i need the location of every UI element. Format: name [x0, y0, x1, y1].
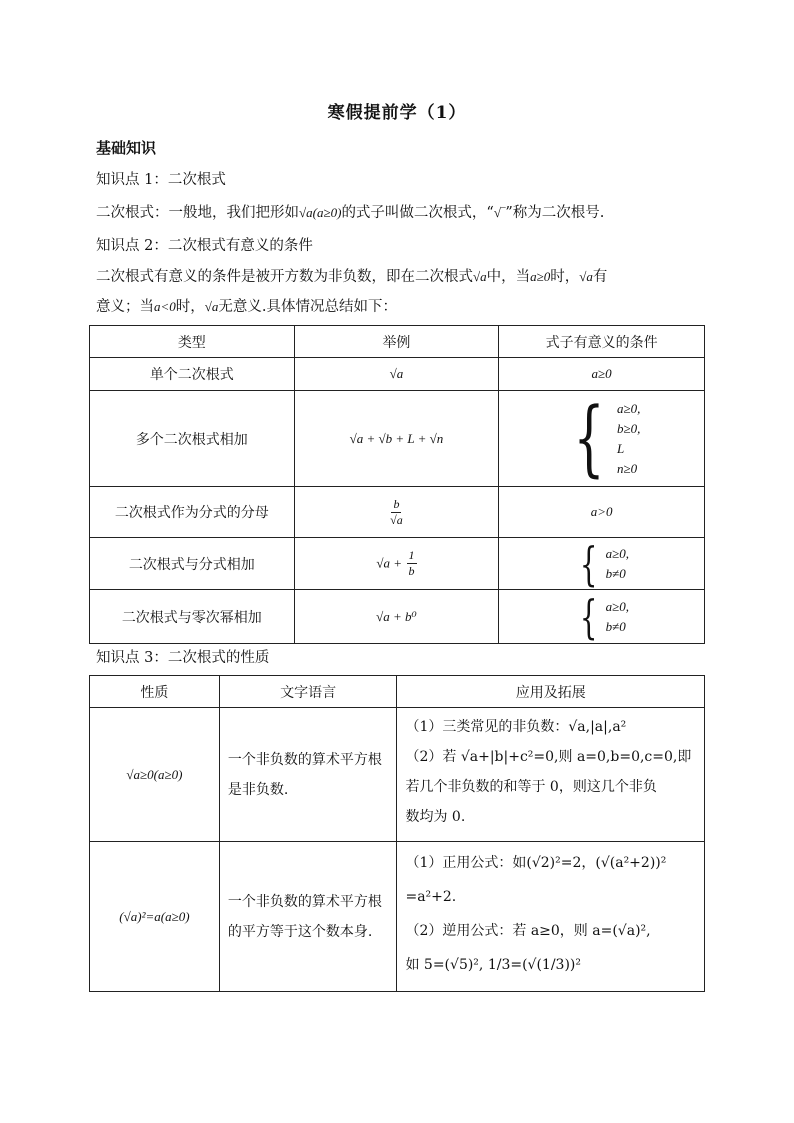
text-language-cell: 一个非负数的算术平方根是非负数. — [219, 708, 397, 842]
condition-stack — [606, 597, 629, 637]
kp1-def-suffix: ”称为二次根号. — [505, 205, 605, 221]
application-line: （2）若 √a+|b|+c²=0,则 a=0,b=0,c=0,即 — [405, 749, 692, 765]
application-line: 数均为 0. — [405, 809, 466, 825]
type-cell: 二次根式作为分式的分母 — [90, 487, 295, 538]
condition-line: b≥0, — [617, 420, 641, 436]
math-expr: √a + — [376, 555, 403, 571]
kp2-text: 中，当 — [486, 269, 531, 285]
condition-line: n≥0 — [617, 460, 638, 476]
table-header-row — [90, 326, 705, 358]
condition-cell: a>0 — [499, 487, 705, 538]
condition-line: b≠0 — [605, 618, 626, 634]
condition-brace — [574, 589, 629, 644]
column-header: 类型 — [90, 326, 295, 358]
application-line: =a²+2. — [405, 889, 457, 905]
kp1-def-formula: √a(a≥0) — [299, 205, 342, 220]
condition-stack — [617, 399, 640, 479]
table-row — [90, 590, 705, 644]
table-row — [90, 708, 705, 842]
example-cell — [294, 538, 499, 590]
example-cell — [294, 487, 499, 538]
kp3-heading: 知识点 3：二次根式的性质 — [96, 650, 270, 666]
fraction — [407, 548, 417, 579]
application-line: （1）三类常见的非负数：√a,|a|,a² — [405, 719, 627, 735]
fraction-denominator: b — [408, 564, 415, 578]
kp1-definition — [96, 201, 604, 222]
kp2-text: 有 — [592, 269, 608, 285]
type-cell: 单个二次根式 — [90, 358, 295, 391]
property-cell: √a≥0(a≥0) — [90, 708, 220, 842]
table-row — [90, 538, 705, 590]
condition-line: L — [617, 440, 625, 456]
fraction — [390, 497, 403, 528]
condition-line: a≥0, — [605, 545, 629, 561]
condition-brace — [574, 536, 629, 591]
column-header: 文字语言 — [219, 676, 397, 708]
application-cell — [397, 708, 705, 842]
kp2-text: 时， — [175, 299, 205, 315]
condition-cell: a≥0 — [499, 358, 705, 391]
math-expr: a<0 — [154, 299, 176, 314]
table-row — [90, 358, 705, 391]
table-row — [90, 842, 705, 992]
page-title: 寒假提前学（1） — [327, 103, 467, 123]
math-expr: a≥0 — [530, 269, 551, 284]
math-expr: √a — [473, 269, 487, 284]
application-line: （2）逆用公式：若 a≥0，则 a=(√a)², — [405, 923, 651, 939]
kp2-text: 二次根式有意义的条件是被开方数为非负数，即在二次根式 — [96, 269, 473, 285]
conditions-table — [89, 325, 705, 644]
kp2-text: 无意义.具体情况总结如下： — [218, 299, 398, 315]
fraction-numerator: 1 — [408, 548, 415, 562]
condition-line: b≠0 — [605, 565, 626, 581]
kp1-heading: 知识点 1：二次根式 — [96, 172, 226, 188]
type-cell: 二次根式与分式相加 — [90, 538, 295, 590]
math-expr: √a — [579, 269, 593, 284]
properties-table — [89, 675, 705, 992]
kp2-text: 时， — [550, 269, 580, 285]
kp2-text: 意义；当 — [96, 299, 154, 315]
column-header: 举例 — [294, 326, 499, 358]
condition-line: a≥0, — [605, 598, 629, 614]
fraction-numerator: b — [393, 496, 400, 511]
kp1-def-prefix: 二次根式：一般地，我们把形如 — [96, 205, 299, 221]
radical-symbol: √‾ — [493, 205, 506, 220]
text-language-cell: 一个非负数的算术平方根的平方等于这个数本身. — [219, 842, 397, 992]
application-line: 如 5=(√5)², 1/3=(√(1/3))² — [405, 957, 581, 973]
type-cell: 二次根式与零次幂相加 — [90, 590, 295, 644]
property-cell: (√a)²=a(a≥0) — [90, 842, 220, 992]
condition-line: a≥0, — [617, 400, 641, 416]
kp1-def-mid: 的式子叫做二次根式，“ — [341, 205, 494, 221]
column-header: 应用及拓展 — [397, 676, 705, 708]
kp2-line1 — [96, 265, 607, 286]
application-cell — [397, 842, 705, 992]
example-cell: √a + b⁰ — [294, 590, 499, 644]
application-line: （1）正用公式：如(√2)²=2，(√(a²+2))² — [405, 855, 667, 871]
condition-brace — [563, 390, 641, 486]
type-cell: 多个二次根式相加 — [90, 391, 295, 487]
table-row — [90, 487, 705, 538]
condition-stack — [606, 544, 629, 584]
example-cell: √a + √b + L + √n — [294, 391, 499, 487]
kp2-heading: 知识点 2：二次根式有意义的条件 — [96, 238, 313, 254]
left-brace-icon: { — [573, 390, 605, 486]
left-brace-icon: { — [580, 589, 598, 644]
section-heading: 基础知识 — [96, 139, 157, 157]
column-header: 式子有意义的条件 — [499, 326, 705, 358]
table-row — [90, 391, 705, 487]
fraction-denominator: √a — [390, 512, 403, 527]
condition-cell — [499, 590, 705, 644]
column-header: 性质 — [90, 676, 220, 708]
kp2-line2 — [96, 295, 397, 316]
condition-cell — [499, 391, 705, 487]
math-expr: √a — [204, 299, 219, 314]
example-cell: √a — [294, 358, 499, 391]
table-header-row — [90, 676, 705, 708]
condition-cell — [499, 538, 705, 590]
left-brace-icon: { — [580, 536, 598, 591]
application-line: 若几个非负数的和等于 0，则这几个非负 — [405, 779, 657, 795]
